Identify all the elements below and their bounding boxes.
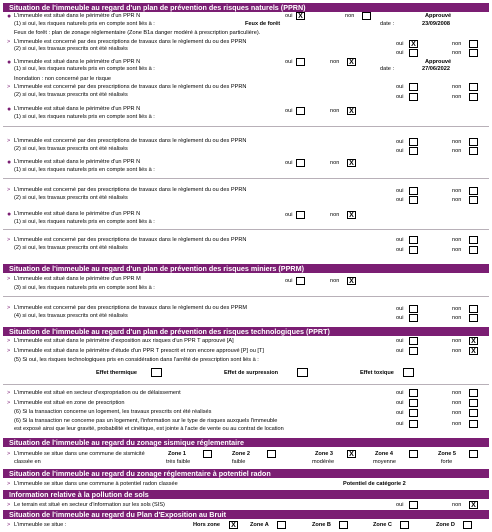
non-label: non bbox=[452, 315, 462, 321]
note-feux: Feux de forêt : plan de zonage réglementaire (Zone B1a danger modéré à prescription particulière). bbox=[14, 30, 261, 36]
zone-c-checkbox[interactable] bbox=[400, 521, 409, 529]
chevron-icon: > bbox=[7, 84, 11, 90]
chevron-icon: > bbox=[7, 187, 11, 193]
risques-label: (1) si oui, les risques naturels pris en compte sont liés à : bbox=[14, 219, 155, 225]
oui-checkbox[interactable] bbox=[296, 211, 305, 219]
sis-label: Le terrain est situé en secteur d'information sur les sols (SIS) bbox=[14, 502, 165, 508]
zone1-checkbox[interactable] bbox=[203, 450, 212, 458]
divider bbox=[3, 126, 489, 127]
perimetre-pprn-label: L'immeuble est situé dans le périmètre d'un PPR N bbox=[14, 211, 141, 217]
zone-d-label: Zone D bbox=[436, 522, 455, 528]
non-checkbox[interactable] bbox=[469, 420, 478, 428]
zone-d-checkbox[interactable] bbox=[463, 521, 472, 529]
chevron-icon: > bbox=[7, 276, 11, 282]
status-approuve: Approuvé bbox=[425, 59, 452, 65]
bullet-icon: ● bbox=[7, 106, 12, 113]
status-approuve: Approuvé bbox=[425, 13, 452, 19]
effet-thermique-label: Effet thermique bbox=[96, 370, 138, 376]
section-pprm-header: Situation de l'immeuble au regard d'un plan de prévention des risques miniers (PPRM) bbox=[3, 264, 489, 273]
non-label: non bbox=[452, 41, 462, 47]
oui-label: oui bbox=[285, 108, 293, 114]
oui-checkbox[interactable] bbox=[296, 277, 305, 285]
effet-toxique-checkbox[interactable] bbox=[403, 368, 414, 377]
pprt-exposition-label: L'immeuble est situé dans le périmètre d'exposition aux risques d'un PPR T approuvé [A] bbox=[14, 338, 234, 344]
oui-label: oui bbox=[396, 348, 404, 354]
oui-checkbox[interactable] bbox=[409, 93, 418, 101]
zone5-desc: forte bbox=[441, 459, 453, 465]
bullet-icon: ● bbox=[7, 159, 12, 166]
non-checkbox[interactable]: X bbox=[347, 159, 356, 167]
non-checkbox[interactable]: X bbox=[347, 277, 356, 285]
non-checkbox[interactable]: X bbox=[347, 107, 356, 115]
chevron-icon: > bbox=[7, 338, 11, 344]
chevron-icon: > bbox=[7, 522, 11, 528]
perimetre-pprn-label: L'immeuble est situé dans le périmètre d'un PPR N bbox=[14, 13, 141, 19]
bullet-icon: ● bbox=[7, 13, 12, 20]
zone2-label: Zone 2 bbox=[232, 451, 251, 457]
zone-c-label: Zone C bbox=[373, 522, 392, 528]
prescription-zone-label: L'immeuble est situé en zone de prescription bbox=[14, 400, 125, 406]
prescriptions-label: L'immeuble est concerné par des prescriptions de travaux dans le règlement du ou des PPRN bbox=[14, 237, 247, 243]
section-bruit-header: Situation de l'immeuble au regard du Plan d'Exposition au Bruit bbox=[3, 510, 489, 519]
non-label: non bbox=[452, 338, 462, 344]
non-checkbox[interactable] bbox=[469, 236, 478, 244]
oui-label: oui bbox=[285, 278, 293, 284]
oui-label: oui bbox=[396, 197, 404, 203]
risques-label: (1) si oui, les risques naturels pris en compte sont liés à : bbox=[14, 21, 155, 27]
chevron-icon: > bbox=[7, 138, 11, 144]
zone1-label: Zone 1 bbox=[168, 451, 187, 457]
oui-label: oui bbox=[396, 502, 404, 508]
oui-checkbox[interactable] bbox=[409, 147, 418, 155]
hors-zone-checkbox[interactable]: X bbox=[229, 521, 238, 529]
oui-label: oui bbox=[396, 247, 404, 253]
chevron-icon: > bbox=[7, 348, 11, 354]
oui-label: oui bbox=[285, 212, 293, 218]
non-label: non bbox=[452, 390, 462, 396]
oui-label: oui bbox=[396, 410, 404, 416]
non-checkbox[interactable]: X bbox=[469, 347, 478, 355]
oui-label: oui bbox=[396, 50, 404, 56]
oui-checkbox[interactable]: X bbox=[296, 12, 305, 20]
non-label: non bbox=[452, 188, 462, 194]
chevron-icon: > bbox=[7, 481, 11, 487]
oui-checkbox[interactable] bbox=[296, 159, 305, 167]
date-value: 27/06/2022 bbox=[422, 66, 450, 72]
non-label: non bbox=[452, 502, 462, 508]
effet-thermique-checkbox[interactable] bbox=[151, 368, 162, 377]
oui-label: oui bbox=[396, 338, 404, 344]
logement-6b-label: (6) Si la transaction ne concerne pas un logement, l'information sur le type de risques auxquels l'immeuble bbox=[14, 418, 278, 424]
non-checkbox[interactable] bbox=[469, 40, 478, 48]
non-label: non bbox=[452, 148, 462, 154]
section-sismique-header: Situation de l'immeuble au regard du zonage sismique réglementaire bbox=[3, 438, 489, 447]
oui-label: oui bbox=[285, 59, 293, 65]
non-label: non bbox=[452, 237, 462, 243]
oui-checkbox[interactable] bbox=[409, 196, 418, 204]
non-checkbox[interactable] bbox=[469, 246, 478, 254]
zone-a-label: Zone A bbox=[250, 522, 269, 528]
date-value: 23/09/2008 bbox=[422, 21, 450, 27]
radon-label: L'immeuble se situe dans une commune à potentiel radon classée bbox=[14, 481, 178, 487]
zone4-desc: moyenne bbox=[373, 459, 397, 465]
chevron-icon: > bbox=[7, 305, 11, 311]
non-label: non bbox=[452, 247, 462, 253]
section-pprt-header: Situation de l'immeuble au regard d'un plan de prévention des risques technologiques (PPRT) bbox=[3, 327, 489, 336]
oui-label: oui bbox=[285, 160, 293, 166]
non-label: non bbox=[330, 108, 340, 114]
zone5-checkbox[interactable] bbox=[469, 450, 478, 458]
bullet-icon: ● bbox=[7, 211, 12, 218]
non-label: non bbox=[452, 421, 462, 427]
oui-checkbox[interactable] bbox=[409, 314, 418, 322]
oui-checkbox[interactable] bbox=[409, 246, 418, 254]
chevron-icon: > bbox=[7, 39, 11, 45]
oui-label: oui bbox=[396, 139, 404, 145]
oui-checkbox[interactable] bbox=[409, 420, 418, 428]
risques-label: (1) si oui, les risques naturels pris en compte sont liés à : bbox=[14, 66, 155, 72]
travaux-label: (2) si oui, les travaux prescrits ont été réalisés bbox=[14, 146, 128, 152]
effet-surpression-label: Effet de surpression bbox=[224, 370, 279, 376]
effet-toxique-label: Effet toxique bbox=[360, 370, 394, 376]
oui-checkbox[interactable] bbox=[409, 409, 418, 417]
radon-value: Potentiel de catégorie 2 bbox=[343, 481, 406, 487]
prescriptions-label: L'immeuble est concerné par des prescriptions de travaux dans le règlement du ou des PPRN bbox=[14, 138, 247, 144]
non-label: non bbox=[330, 59, 340, 65]
zone-a-checkbox[interactable] bbox=[277, 521, 286, 529]
travaux-label: (2) si oui, les travaux prescrits ont été réalisés bbox=[14, 195, 128, 201]
zone3-checkbox[interactable]: X bbox=[347, 450, 356, 458]
non-checkbox[interactable] bbox=[469, 314, 478, 322]
zone-b-checkbox[interactable] bbox=[339, 521, 348, 529]
prescriptions-label: L'immeuble est concerné par des prescriptions de travaux dans le règlement du ou des PPRN bbox=[14, 187, 247, 193]
bruit-label: L'immeuble se situe : bbox=[14, 522, 67, 528]
non-label: non bbox=[452, 197, 462, 203]
chevron-icon: > bbox=[7, 237, 11, 243]
zone2-desc: faible bbox=[232, 459, 246, 465]
non-checkbox[interactable] bbox=[469, 389, 478, 397]
oui-label: oui bbox=[396, 94, 404, 100]
non-checkbox[interactable] bbox=[469, 49, 478, 57]
perimetre-pprm-label: L'immeuble est situé dans le périmètre d'un PPR M bbox=[14, 276, 141, 282]
non-label: non bbox=[330, 278, 340, 284]
zone4-label: Zone 4 bbox=[375, 451, 394, 457]
expropriation-label: L'immeuble est situé en secteur d'expropriation ou de délaissement bbox=[14, 390, 181, 396]
zone2-checkbox[interactable] bbox=[267, 450, 276, 458]
section-pprn-header: Situation de l'immeuble au regard d'un plan de prévention des risques naturels (PPRN) bbox=[3, 3, 489, 12]
oui-checkbox[interactable] bbox=[409, 347, 418, 355]
logement-6-label: (6) Si la transaction concerne un logement, les travaux prescrits ont été réalisés bbox=[14, 409, 212, 415]
oui-label: oui bbox=[396, 390, 404, 396]
non-label: non bbox=[452, 84, 462, 90]
non-checkbox[interactable] bbox=[469, 83, 478, 91]
oui-label: oui bbox=[396, 188, 404, 194]
travaux-label: (4) si oui, les travaux prescrits ont été réalisés bbox=[14, 313, 128, 319]
non-label: non bbox=[452, 306, 462, 312]
oui-label: oui bbox=[396, 84, 404, 90]
oui-checkbox[interactable]: X bbox=[409, 40, 418, 48]
oui-label: oui bbox=[396, 148, 404, 154]
non-checkbox[interactable]: X bbox=[469, 337, 478, 345]
non-label: non bbox=[452, 348, 462, 354]
section-sols-header: Information relative à la pollution de sols bbox=[3, 490, 489, 499]
travaux-label: (2) si oui, les travaux prescrits ont été réalisés bbox=[14, 245, 128, 251]
oui-checkbox[interactable] bbox=[409, 389, 418, 397]
oui-label: oui bbox=[396, 315, 404, 321]
chevron-icon: > bbox=[7, 390, 11, 396]
non-checkbox[interactable] bbox=[469, 138, 478, 146]
prescriptions-label: L'immeuble est concerné par des prescriptions de travaux dans le règlement du ou des PPRN bbox=[14, 84, 247, 90]
non-checkbox[interactable] bbox=[469, 409, 478, 417]
risque-value: Feux de forêt bbox=[245, 21, 281, 27]
non-checkbox[interactable] bbox=[469, 93, 478, 101]
date-label: date : bbox=[380, 21, 394, 27]
divider bbox=[3, 229, 489, 230]
chevron-icon: > bbox=[7, 400, 11, 406]
risques-label: (1) si oui, les risques naturels pris en compte sont liés à : bbox=[14, 167, 155, 173]
chevron-icon: > bbox=[7, 451, 11, 457]
oui-checkbox[interactable] bbox=[296, 107, 305, 115]
zone5-label: Zone 5 bbox=[438, 451, 457, 457]
oui-checkbox[interactable] bbox=[409, 399, 418, 407]
oui-label: oui bbox=[396, 237, 404, 243]
oui-label: oui bbox=[396, 306, 404, 312]
non-checkbox[interactable] bbox=[469, 196, 478, 204]
non-label: non bbox=[452, 94, 462, 100]
oui-checkbox[interactable] bbox=[409, 138, 418, 146]
perimetre-pprn-label: L'immeuble est situé dans le périmètre d'un PPR N bbox=[14, 106, 141, 112]
oui-label: oui bbox=[396, 41, 404, 47]
date-label: date : bbox=[380, 66, 394, 72]
risques-label: (1) si oui, les risques naturels pris en compte sont liés à : bbox=[14, 114, 155, 120]
pprt-note: (5) Si oui, les risques technologiques pris en considération dans l'arrêté de prescription sont liés à : bbox=[14, 357, 259, 363]
oui-checkbox[interactable] bbox=[409, 236, 418, 244]
effet-surpression-checkbox[interactable] bbox=[297, 368, 308, 377]
non-label: non bbox=[330, 160, 340, 166]
zone3-label: Zone 3 bbox=[315, 451, 334, 457]
oui-label: oui bbox=[285, 13, 293, 19]
zone1-desc: très faible bbox=[166, 459, 191, 465]
oui-checkbox[interactable] bbox=[409, 305, 418, 313]
bullet-icon: ● bbox=[7, 59, 12, 66]
oui-label: oui bbox=[396, 421, 404, 427]
sismicite-label: L'immeuble se situe dans une commune de sismicité bbox=[14, 451, 145, 457]
logement-6c-label: est exposé ainsi que leur gravité, probabilité et cinétique, est jointe à l'acte de vente ou au contrat de location bbox=[14, 426, 284, 432]
non-label: non bbox=[345, 13, 355, 19]
non-checkbox[interactable]: X bbox=[469, 501, 478, 509]
oui-checkbox[interactable] bbox=[409, 49, 418, 57]
oui-checkbox[interactable] bbox=[409, 501, 418, 509]
travaux-label: (2) si oui, les travaux prescrits ont été réalisés bbox=[14, 92, 128, 98]
non-checkbox[interactable]: X bbox=[347, 58, 356, 66]
divider bbox=[3, 178, 489, 179]
chevron-icon: > bbox=[7, 502, 11, 508]
oui-checkbox[interactable] bbox=[409, 187, 418, 195]
divider bbox=[3, 384, 489, 385]
non-checkbox[interactable]: X bbox=[347, 211, 356, 219]
non-label: non bbox=[452, 400, 462, 406]
prescriptions-pprm-label: L'immeuble est concerné par des prescriptions de travaux dans le règlement du ou des PPRM bbox=[14, 305, 248, 311]
perimetre-pprn-label: L'immeuble est situé dans le périmètre d'un PPR N bbox=[14, 159, 141, 165]
non-checkbox[interactable] bbox=[469, 187, 478, 195]
non-checkbox[interactable] bbox=[362, 12, 371, 20]
non-checkbox[interactable] bbox=[469, 147, 478, 155]
non-label: non bbox=[452, 50, 462, 56]
zone4-checkbox[interactable] bbox=[409, 450, 418, 458]
non-checkbox[interactable] bbox=[469, 305, 478, 313]
non-label: non bbox=[452, 410, 462, 416]
classee-en-label: classée en bbox=[14, 459, 41, 465]
non-checkbox[interactable] bbox=[469, 399, 478, 407]
pprt-etude-label: L'immeuble est situé dans le périmètre d'étude d'un PPR T prescrit et non encore approuvé [P] ou [T] bbox=[14, 348, 264, 354]
non-label: non bbox=[330, 212, 340, 218]
zone3-desc: modérée bbox=[312, 459, 335, 465]
non-label: non bbox=[452, 139, 462, 145]
travaux-label: (2) si oui, les travaux prescrits ont été réalisés bbox=[14, 46, 128, 52]
perimetre-pprn-label: L'immeuble est situé dans le périmètre d'un PPR N bbox=[14, 59, 141, 65]
oui-checkbox[interactable] bbox=[409, 337, 418, 345]
hors-zone-label: Hors zone bbox=[193, 522, 221, 528]
section-radon-header: Situation de l'immeuble au regard du zonage réglementaire à potentiel radon bbox=[3, 469, 489, 478]
risques-label: (3) si oui, les risques naturels pris en compte sont liés à : bbox=[14, 285, 155, 291]
zone-b-label: Zone B bbox=[312, 522, 331, 528]
oui-label: oui bbox=[396, 400, 404, 406]
prescriptions-label: L'immeuble est concerné par des prescriptions de travaux dans le règlement du ou des PPRN bbox=[14, 39, 247, 45]
divider bbox=[3, 296, 489, 297]
note-inondation: Inondation : non concerné par le risque bbox=[14, 76, 112, 82]
oui-checkbox[interactable] bbox=[409, 83, 418, 91]
oui-checkbox[interactable] bbox=[296, 58, 305, 66]
